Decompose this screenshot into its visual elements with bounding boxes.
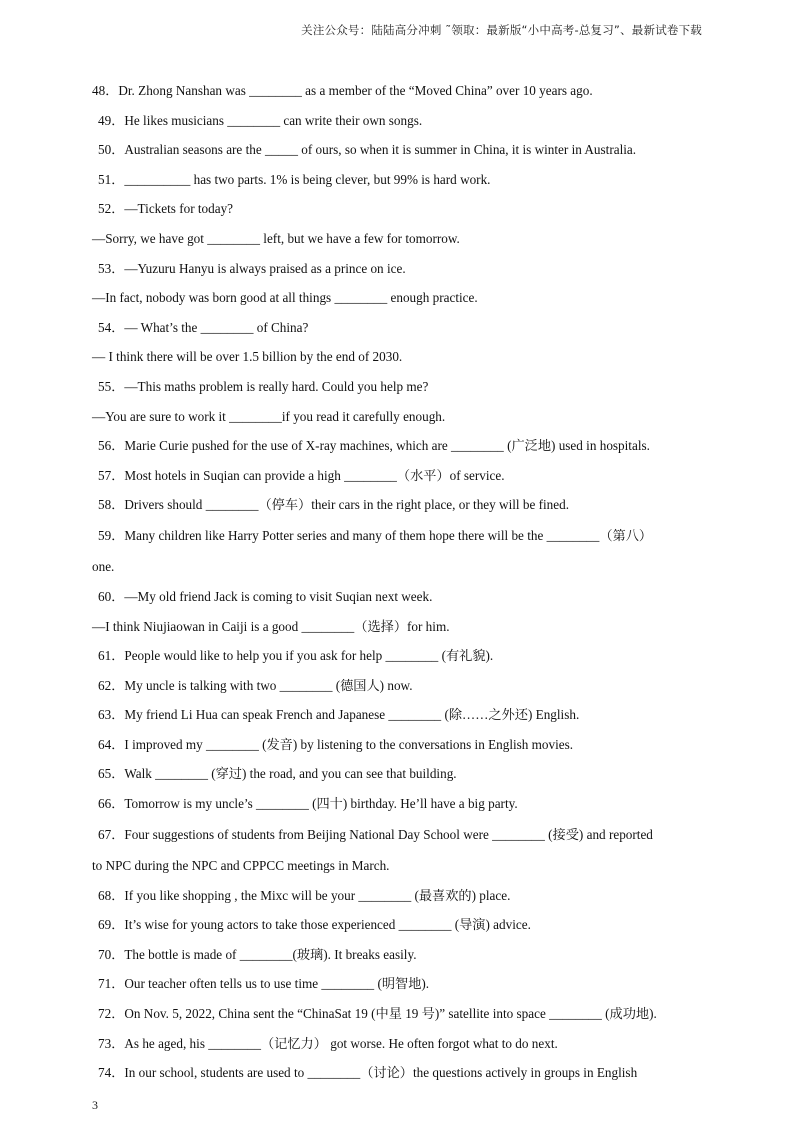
exercise-line: 72．On Nov. 5, 2022, China sent the “ChinaSat 19 (中星 19 号)” satellite into space ________ (成功地).	[98, 1006, 657, 1022]
exercise-line: 54．— What’s the ________ of China?	[98, 319, 309, 335]
exercise-line: — I think there will be over 1.5 billion by the end of 2030.	[92, 349, 403, 365]
exercise-line: 59．Many children like Harry Potter series and many of them hope there will be the ________（第八）	[98, 527, 653, 543]
exercise-line: 68．If you like shopping , the Mixc will be your ________ (最喜欢的) place.	[98, 887, 511, 903]
exercise-line: 50．Australian seasons are the _____ of ours, so when it is summer in China, it is winter in Australia.	[98, 142, 637, 158]
exercise-line: 61．People would like to help you if you ask for help ________ (有礼貌).	[98, 648, 494, 664]
exercise-line: 73．As he aged, his ________（记忆力） got worse. He often forgot what to do next.	[98, 1035, 558, 1051]
exercise-line: to NPC during the NPC and CPPCC meetings in March.	[92, 857, 390, 873]
exercise-line: 70．The bottle is made of ________(玻璃). It breaks easily.	[98, 946, 417, 962]
exercise-line: 57．Most hotels in Suqian can provide a high ________（水平）of service.	[98, 467, 505, 483]
exercise-line: 62．My uncle is talking with two ________ (德国人) now.	[98, 677, 413, 693]
exercise-line: 71．Our teacher often tells us to use time ________ (明智地).	[98, 976, 430, 992]
exercise-line: 48．Dr. Zhong Nanshan was ________ as a member of the “Moved China” over 10 years ago.	[92, 83, 593, 98]
page-number: 3	[92, 1098, 98, 1112]
exercise-line: 69．It’s wise for young actors to take those experienced ________ (导演) advice.	[98, 917, 531, 933]
exercise-line: 67．Four suggestions of students from Beijing National Day School were ________ (接受) and reported	[98, 826, 653, 842]
exercise-line: 56．Marie Curie pushed for the use of X-ray machines, which are ________ (广泛地) used in hospitals.	[98, 438, 650, 454]
exercise-line: 64．I improved my ________ (发音) by listening to the conversations in English movies.	[98, 736, 574, 752]
exercise-line: 52．—Tickets for today?	[98, 201, 234, 217]
exercise-line: one.	[92, 558, 115, 574]
exercise-line: —In fact, nobody was born good at all things ________ enough practice.	[92, 290, 478, 306]
exercise-line: —Sorry, we have got ________ left, but we have a few for tomorrow.	[92, 230, 460, 246]
exercise-line: 58．Drivers should ________（停车）their cars in the right place, or they will be fined.	[98, 497, 569, 513]
exercise-line: 55．—This maths problem is really hard. Could you help me?	[98, 378, 429, 394]
exercise-line: —You are sure to work it ________if you read it carefully enough.	[92, 408, 446, 424]
exercise-list	[92, 76, 732, 1088]
exercise-line: 74．In our school, students are used to ________（讨论）the questions actively in groups in English	[98, 1065, 638, 1081]
exercise-line: 66．Tomorrow is my uncle’s ________ (四十) birthday. He’ll have a big party.	[98, 796, 518, 812]
exercise-line: 65．Walk ________ (穿过) the road, and you can see that building.	[98, 766, 457, 782]
exercise-line: 53．—Yuzuru Hanyu is always praised as a prince on ice.	[98, 260, 406, 276]
page-header: 关注公众号：陆陆高分冲刺 ˜领取：最新版“小中高考-总复习”、最新试卷下载	[301, 23, 702, 37]
exercise-line: 60．—My old friend Jack is coming to visit Suqian next week.	[98, 588, 433, 604]
exercise-line: 51．__________ has two parts. 1% is being clever, but 99% is hard work.	[98, 171, 491, 187]
exercise-line: —I think Niujiaowan in Caiji is a good ________（选择）for him.	[92, 618, 450, 634]
exercise-line: 63．My friend Li Hua can speak French and Japanese ________ (除……之外还) English.	[98, 707, 580, 723]
exercise-line: 49．He likes musicians ________ can write their own songs.	[98, 112, 423, 128]
